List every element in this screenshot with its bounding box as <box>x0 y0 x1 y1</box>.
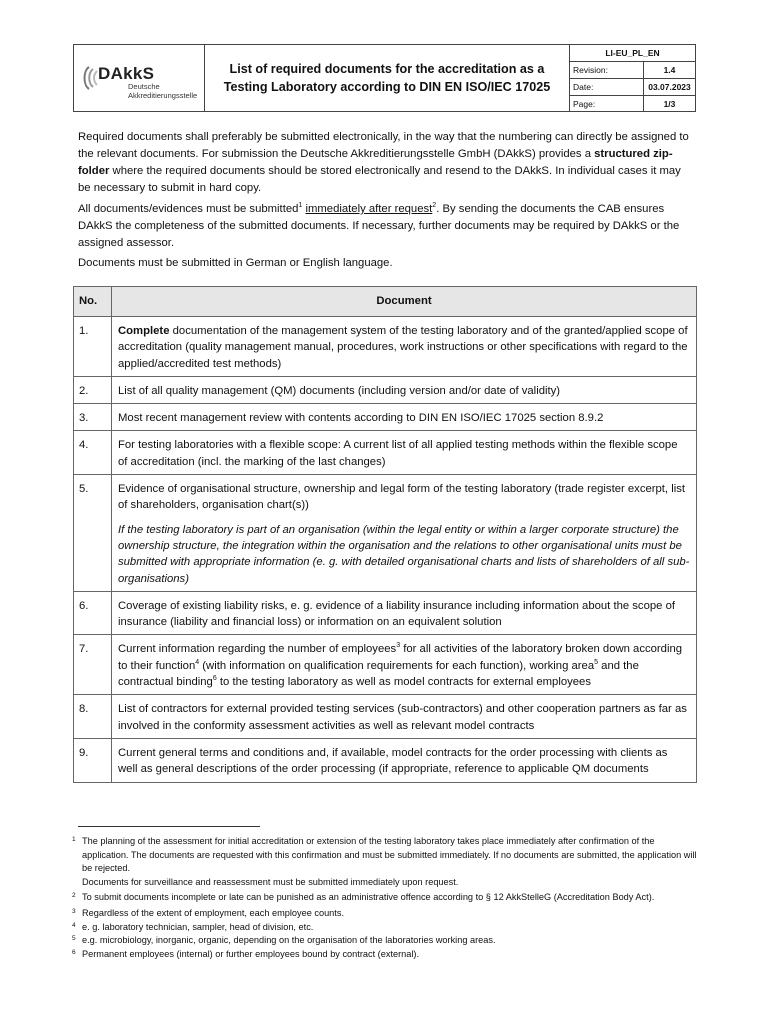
document-header <box>73 44 696 112</box>
table-row: 7. Current information regarding the number of employees$^3$ for all activities of the laboratory broken down according to their function$^4$ (with information on qualification requirements for each function), working area$^5$ and the contractual binding$^6$ to the testing laboratory as well as model contracts for external employees <box>74 635 697 695</box>
emphasis-underline: immediately after request <box>305 203 433 215</box>
logo-cell <box>74 45 205 111</box>
footnote-5: 5 e.g. microbiology, inorganic, organic, depending on the organisation of the laboratories working areas. <box>72 935 496 946</box>
intro-paragraph-1: Required documents shall preferably be submitted electronically, in the way that the numbering can directly be assigned to the relevant documents. For submission the Deutsche Akkreditierungsstelle GmbH (DAkkS) provides a structured zip-folder where the required documents should be stored electronically and resend to the DAkkS. In individual cases it may be necessary to submit in hard copy. <box>78 131 689 194</box>
column-header-no: No. <box>74 287 112 317</box>
document-code: LI-EU_PL_EN <box>605 48 660 58</box>
table-row: 9. Current general terms and conditions and, if available, model contracts for the order processing with clients as well as general descriptions of the order processing (if appropriate, reference to applicable QM documents <box>74 738 697 782</box>
date-value: 03.07.2023 <box>648 82 691 92</box>
required-documents-table <box>73 286 697 783</box>
table-row: 4. For testing laboratories with a flexible scope: A current list of all applied testing methods within the flexible scope of accreditation (incl. the marking of the last changes) <box>74 431 697 475</box>
column-header-document: Document <box>112 287 697 317</box>
intro-paragraph-3: Documents must be submitted in German or English language. <box>78 257 393 269</box>
document-meta <box>570 45 695 111</box>
table-row: 8. List of contractors for external provided testing services (sub-contractors) and other cooperation partners as far as involved in the conformity assessment activities as well as relevant model contracts <box>74 695 697 739</box>
table-row: 1. Complete documentation of the management system of the testing laboratory and of the granted/applied scope of accreditation (quality management manual, procedures, work instructions or other specifications with regard to the applied/accredited test methods) <box>74 317 697 377</box>
footnote-3: 3 Regardless of the extent of employment, each employee counts. <box>72 907 344 918</box>
revision-label: Revision: <box>570 62 644 78</box>
intro-paragraph-2: All documents/evidences must be submitted$^1$ immediately after request$^2$. By sending the documents the CAB ensures DAkkS the completeness of the submitted documents. If necessary, further documents may be required by DAkkS or the assigned assessor. <box>78 202 680 249</box>
footnote-1: 1 The planning of the assessment for initial accreditation or extension of the testing laboratory takes place immediately after confirmation of the application. The documents are requested with this confirmation and must be submitted immediately. If no documents are submitted, the application will be rejected. Documents for surveillance and reassessment must be submitted immediately upon request. <box>72 836 697 887</box>
table-row: 5. Evidence of organisational structure, ownership and legal form of the testing laboratory (trade register excerpt, list of shareholders, organisation chart(s)) If the testing laboratory is part of an organisation (within the legal entity or within a larger corporate structure) the ownership structure, the integration within the organisation and the relations to other organisational units must be submitted with appropriate information (e. g. with detailed organisational charts and lists of shareholders of all sub-organisations) <box>74 475 697 592</box>
document-title: List of required documents for the accreditation as a Testing Laboratory according to DIN EN ISO/IEC 17025 <box>205 45 570 111</box>
table-row: 3. Most recent management review with contents according to DIN EN ISO/IEC 17025 section 8.9.2 <box>74 404 697 431</box>
revision-value: 1.4 <box>663 65 676 75</box>
table-row: 6. Coverage of existing liability risks, e. g. evidence of a liability insurance including information about the scope of insurance (liability and financial loss) or information on an equivalent solution <box>74 591 697 635</box>
date-label: Date: <box>570 79 644 95</box>
footnote-4: 4 e. g. laboratory technician, sampler, head of division, etc. <box>72 921 314 932</box>
page-label: Page: <box>570 96 644 112</box>
logo-wordmark: DAkkS <box>98 64 155 83</box>
footnote-6: 6 Permanent employees (internal) or further employees bound by contract (external). <box>72 948 420 959</box>
italic-note: If the testing laboratory is part of an organisation (within the legal entity or within a larger corporate structure) the ownership structure, the integration within the organisation and the relations to other organisational units must be submitted with appropriate information (e. g. with detailed organisational charts and lists of shareholders of all sub-organisations) <box>118 523 690 585</box>
footnote-divider <box>78 826 260 827</box>
footnote-2: 2 To submit documents incomplete or late can be punished as an administrative offence according to § 12 AkkStelleG (Accreditation Body Act). <box>72 892 655 903</box>
table-row: 2. List of all quality management (QM) documents (including version and/or date of validity) <box>74 376 697 403</box>
page-value: 1/3 <box>663 99 676 109</box>
dakks-logo-icon <box>80 65 100 91</box>
logo-subtitle: Deutsche Akkreditierungsstelle <box>128 82 198 100</box>
table-header-row <box>74 287 697 317</box>
footnotes <box>72 835 697 961</box>
